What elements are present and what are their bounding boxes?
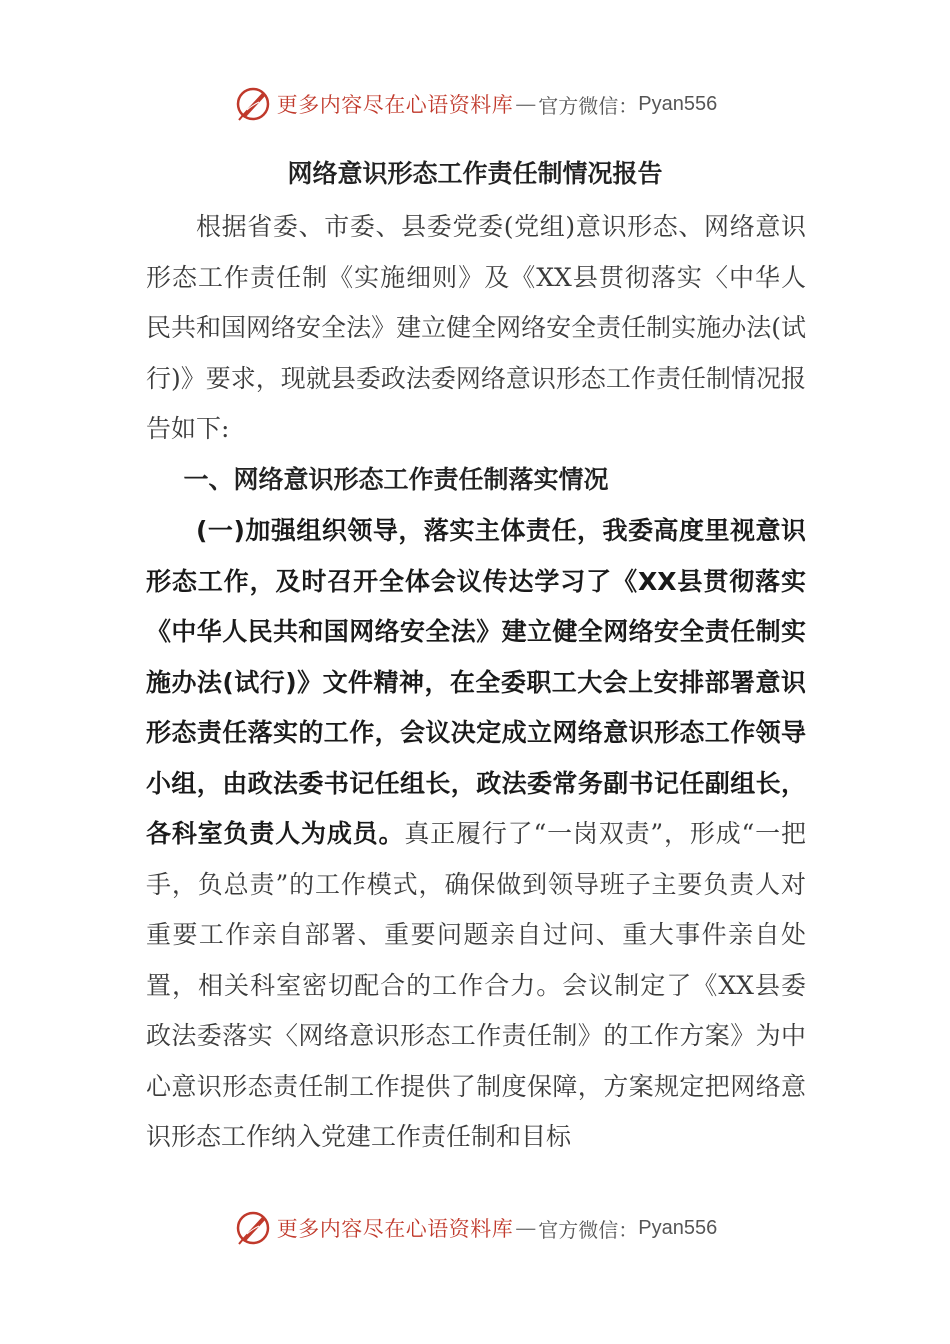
watermark-wechat-id: Pyan556 — [638, 1216, 718, 1239]
section-paragraph — [146, 506, 806, 1163]
watermark-text: 更多内容尽在心语资料库 — [276, 1217, 514, 1241]
watermark-label: 官方微信： — [538, 93, 639, 118]
section-heading: 一、网络意识形态工作责任制落实情况 — [183, 465, 609, 494]
document-title: 网络意识形态工作责任制情况报告 — [287, 159, 663, 188]
watermark-wechat-id: Pyan556 — [638, 92, 718, 115]
section-body-text: 真正履行了“一岗双责”，形成“一把手，负总责”的工作模式，确保做到领导班子主要负责人对重要工作亲自部署、重要问题亲自过问、重大事件亲自处置，相关科室密切配合的工作合力。会议制定了《XX县委政法委落实〈网络意识形态工作责任制》的工作方案》为中心意识形态责任制工作提供了制度保障，方案规定把网络意识形态工作纳入党建工作责任制和目标 — [146, 819, 806, 1151]
watermark-dash: — — [515, 92, 537, 116]
intro-paragraph: 根据省委、市委、县委党委(党组)意识形态、网络意识形态工作责任制《实施细则》及《XX县贯彻落实〈中华人民共和国网络安全法》建立健全网络安全责任制实施办法(试行)》要求，现就县委政法委网络意识形态工作责任制情况报告如下: — [146, 212, 806, 443]
quill-logo-icon — [233, 1208, 273, 1248]
watermark-text: 更多内容尽在心语资料库 — [276, 93, 514, 117]
watermark-label: 官方微信： — [538, 1217, 639, 1242]
watermark-banner-top — [0, 82, 950, 126]
section-bold-text: (一)加强组织领导，落实主体责任，我委高度里视意识形态工作，及时召开全体会议传达学习了《XX县贯彻落实《中华人民共和国网络安全法》建立健全网络安全责任制实施办法(试行)》文件精神，在全委职工大会上安排部署意识形态责任落实的工作，会议决定成立网络意识形态工作领导小组，由政法委书记任组长，政法委常务副书记任副组长，各科室负责人为成员。 — [146, 516, 806, 848]
watermark-dash: — — [515, 1216, 537, 1240]
quill-logo-icon — [233, 84, 273, 124]
watermark-banner-bottom — [0, 1206, 950, 1250]
